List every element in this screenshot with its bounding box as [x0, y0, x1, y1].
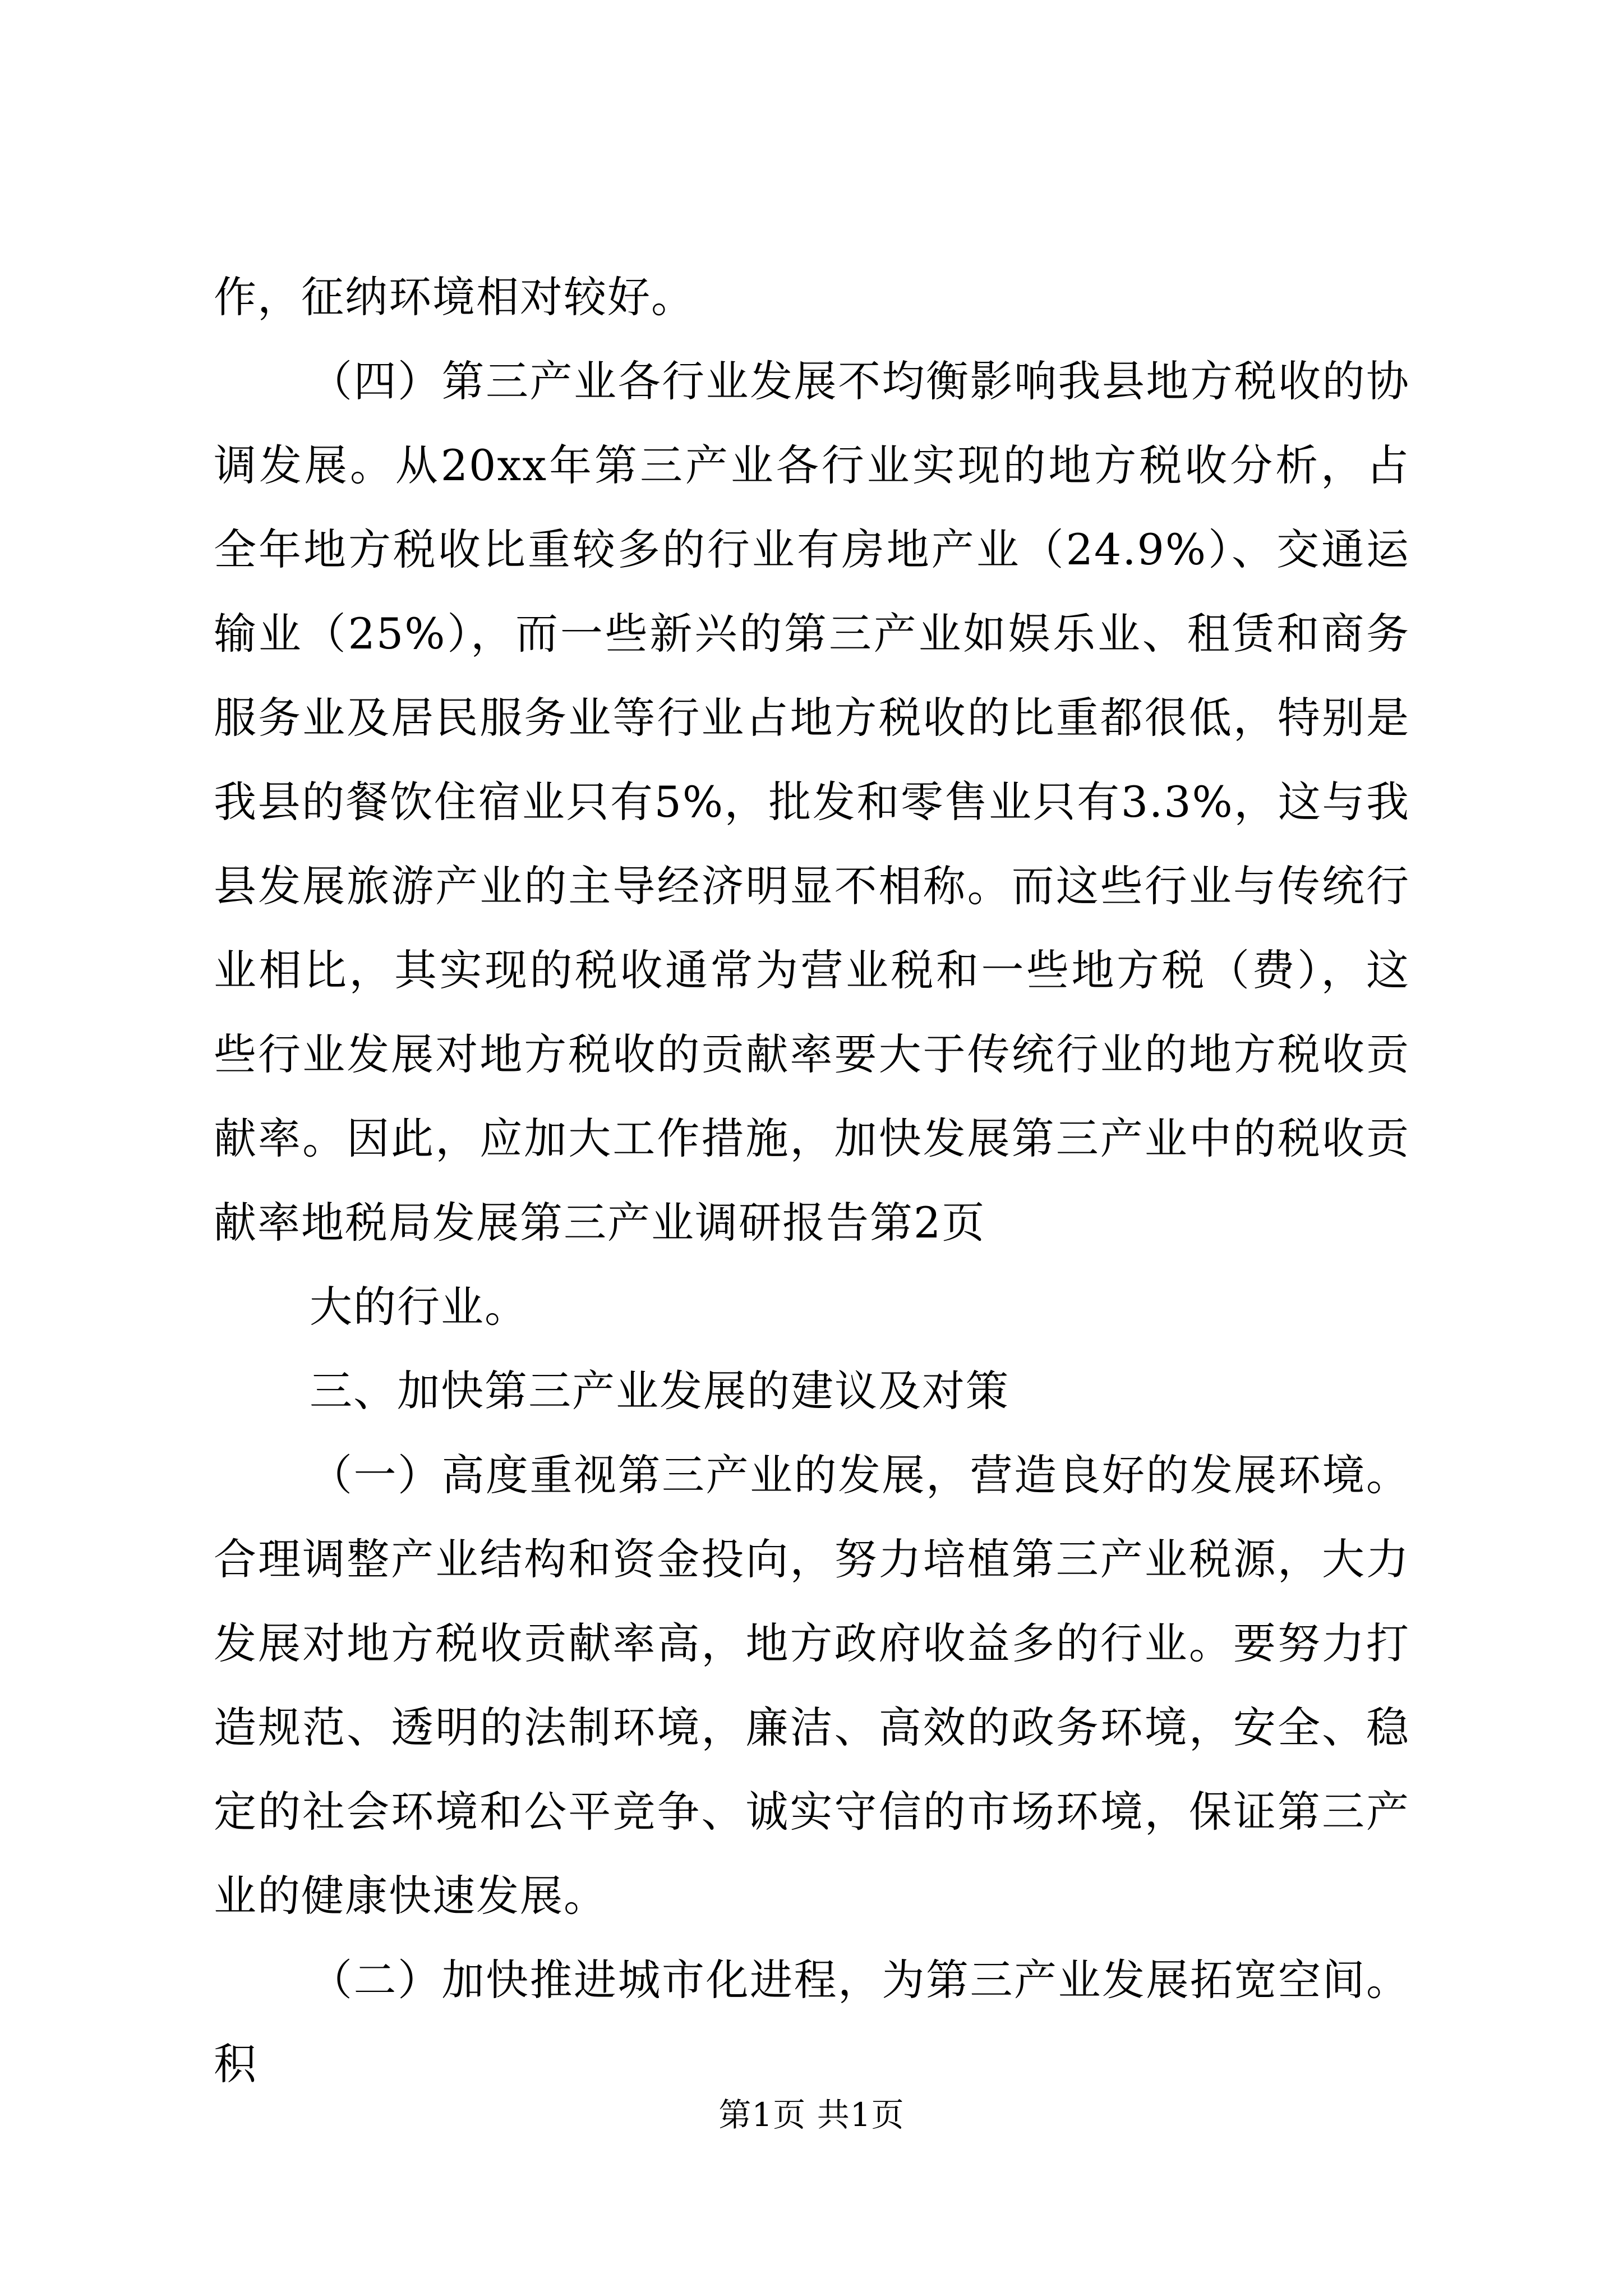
section-heading-three: 三、加快第三产业发展的建议及对策: [310, 1366, 1009, 1416]
paragraph-item-two: （二）加快推进城市化进程，为第三产业发展拓宽空间。积: [214, 1955, 1410, 2089]
page-footer: 第1页 共1页: [718, 2096, 905, 2134]
paragraph-section-four: （四）第三产业各行业发展不均衡影响我县地方税收的协调发展。从20xx年第三产业各行业实现的地方税收分析，占全年地方税收比重较多的行业有房地产业（24.9%）、交通运输业（25%），而一些新兴的第三产业如娱乐业、租赁和商务服务业及居民服务业等行业占地方税收的比重都很低，特别是我县的餐饮住宿业只有5%，批发和零售业只有3.3%，这与我县发展旅游产业的主导经济明显不相称。而这些行业与传统行业相比，其实现的税收通常为营业税和一些地方税（费），这些行业发展对地方税收的贡献率要大于传统行业的地方税收贡献率。因此，应加大工作措施，加快发展第三产业中的税收贡献率地税局发展第三产业调研报告第2页: [214, 356, 1410, 1248]
paragraph-item-one: （一）高度重视第三产业的发展，营造良好的发展环境。合理调整产业结构和资金投向，努力培植第三产业税源，大力发展对地方税收贡献率高，地方政府收益多的行业。要努力打造规范、透明的法制环境，廉洁、高效的政务环境，安全、稳定的社会环境和公平竞争、诚实守信的市场环境，保证第三产业的健康快速发展。: [214, 1450, 1410, 1921]
paragraph-continuation: 作，征纳环境相对较好。: [214, 272, 695, 322]
document-body: [214, 255, 1410, 2106]
paragraph-continuation-two: 大的行业。: [310, 1282, 528, 1332]
